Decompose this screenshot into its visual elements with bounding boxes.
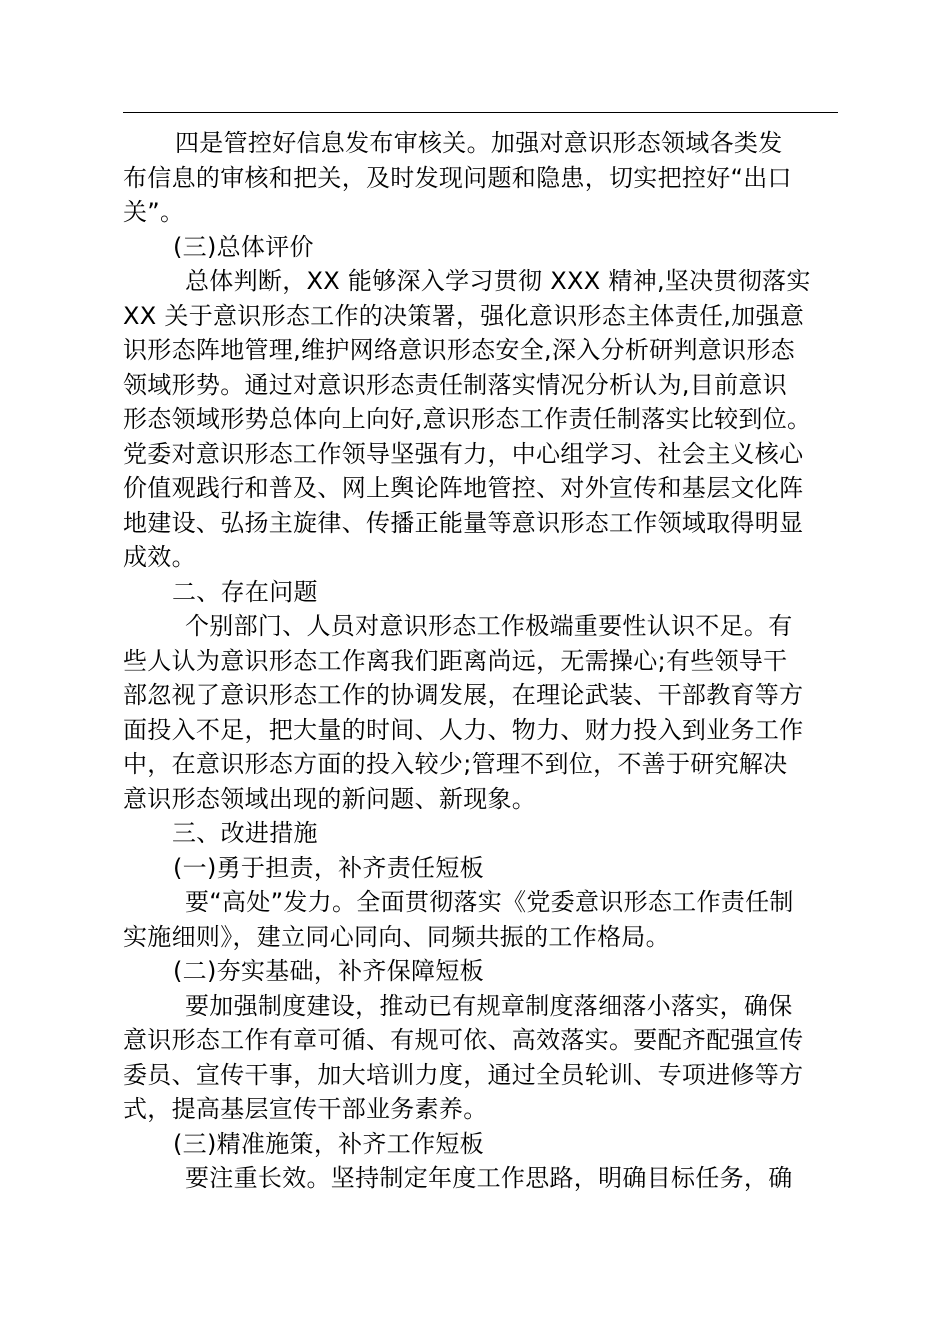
paragraph-line: 中，在意识形态方面的投入较少;管理不到位，不善于研究解决	[123, 750, 788, 778]
paragraph-line: 式，提高基层宣传干部业务素养。	[123, 1095, 488, 1123]
subsection-heading: (二)夯实基础，补齐保障短板	[173, 957, 484, 985]
paragraph-line: 关”。	[123, 198, 185, 226]
paragraph-line: 识形态阵地管理,维护网络意识形态安全,深入分析研判意识形态	[123, 336, 795, 364]
paragraph-line: 意识形态工作有章可循、有规可依、高效落实。要配齐配强宣传	[123, 1026, 804, 1054]
paragraph-line: 委员、宣传干事，加大培训力度，通过全员轮训、专项进修等方	[123, 1060, 804, 1089]
paragraph-line: 要“高处”发力。全面贯彻落实《党委意识形态工作责任制	[185, 888, 794, 916]
paragraph-line: 意识形态领域出现的新问题、新现象。	[123, 784, 537, 813]
paragraph-line: 成效。	[123, 543, 196, 571]
paragraph-line: 领域形势。通过对意识形态责任制落实情况分析认为,目前意识	[123, 370, 788, 399]
section-heading: (三)总体评价	[173, 232, 314, 261]
paragraph-line: 个别部门、人员对意识形态工作极端重要性认识不足。有	[185, 612, 793, 640]
section-heading: 二、存在问题	[172, 577, 318, 606]
subsection-heading: (一)勇于担责，补齐责任短板	[173, 853, 484, 882]
paragraph-line: 部忽视了意识形态工作的协调发展，在理论武装、干部教育等方	[123, 681, 804, 709]
paragraph-line: 些人认为意识形态工作离我们距离尚远，无需操心;有些领导干	[123, 646, 788, 675]
paragraph-line: 党委对意识形态工作领导坚强有力，中心组学习、社会主义核心	[123, 439, 804, 468]
subsection-heading: (三)精准施策，补齐工作短板	[173, 1129, 484, 1158]
paragraph-line: 地建设、弘扬主旋律、传播正能量等意识形态工作领域取得明显	[123, 508, 804, 537]
paragraph-line: 形态领域形势总体向上向好,意识形态工作责任制落实比较到位。	[123, 405, 812, 433]
paragraph-line: 总体判断，XX 能够深入学习贯彻 XXX 精神,坚决贯彻落实	[185, 267, 811, 295]
paragraph-line: 四是管控好信息发布审核关。加强对意识形态领域各类发	[175, 129, 783, 157]
paragraph-line: XX 关于意识形态工作的决策署，强化意识形态主体责任,加强意	[123, 301, 805, 330]
document-body	[123, 126, 843, 1196]
header-rule	[123, 112, 838, 113]
paragraph-line: 布信息的审核和把关，及时发现问题和隐患，切实把控好“出口	[123, 163, 792, 192]
paragraph-line: 面投入不足，把大量的时间、人力、物力、财力投入到业务工作	[123, 715, 804, 744]
paragraph-line: 实施细则》，建立同心同向、同频共振的工作格局。	[123, 922, 670, 951]
paragraph-line: 要加强制度建设，推动已有规章制度落细落小落实，确保	[185, 991, 793, 1020]
paragraph-line: 要注重长效。坚持制定年度工作思路，明确目标任务，确	[185, 1164, 793, 1192]
section-heading: 三、改进措施	[172, 819, 318, 847]
paragraph-line: 价值观践行和普及、网上舆论阵地管控、对外宣传和基层文化阵	[123, 474, 804, 502]
